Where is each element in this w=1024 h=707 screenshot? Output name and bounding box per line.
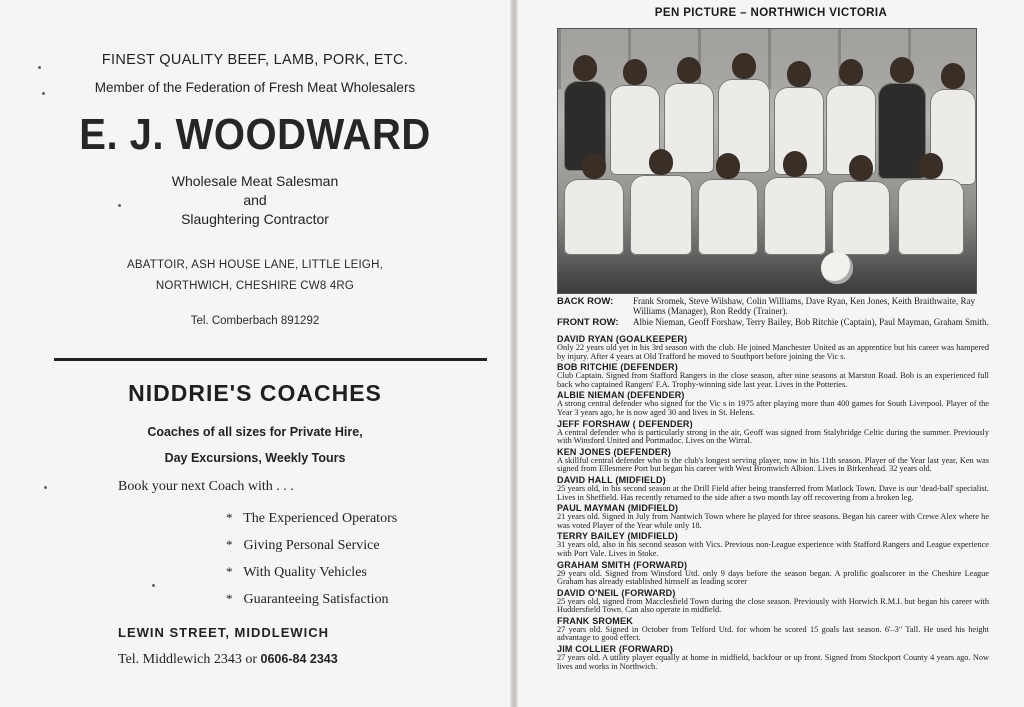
team-member-figure <box>564 179 624 255</box>
niddrie-telephone: Tel. Middlewich 2343 or 0606-84 2343 <box>118 652 338 667</box>
woodward-tagline: FINEST QUALITY BEEF, LAMB, PORK, ETC. <box>101 52 409 68</box>
team-member-figure <box>832 181 890 255</box>
player-list <box>557 334 989 672</box>
player-bio: 27 years old. A utility player equally at home in midfield, backfour or up front. Signed from Stockport County 4 years ago. Now lives and works in Northwich. <box>557 653 989 671</box>
address-line-2: NORTHWICH, CHESHIRE CW8 4RG <box>155 280 355 292</box>
list-item <box>557 447 989 474</box>
front-row-caption: FRONT ROW: Albie Nieman, Geoff Forshaw, Terry Bailey, Bob Ritchie (Captain), Paul Mayman, Graham Smith. <box>557 317 989 328</box>
coaches-line-2: Day Excursions, Weekly Tours <box>164 451 346 465</box>
page-gutter <box>510 0 518 707</box>
back-row-caption: BACK ROW: Frank Sromek, Steve Wilshaw, Colin Williams, Dave Ryan, Ken Jones, Keith Braithwaite, Ray Williams (Manager), Ron Reddy (Trainer). <box>557 296 975 316</box>
asterisk-icon: * <box>226 537 233 552</box>
team-member-figure <box>698 179 758 255</box>
trade-line-3: Slaughtering Contractor <box>181 211 329 227</box>
asterisk-icon: * <box>226 564 233 579</box>
football <box>821 252 853 284</box>
advert-divider <box>54 358 487 361</box>
right-page <box>518 0 1024 707</box>
left-page <box>0 0 510 707</box>
list-item <box>557 644 989 671</box>
list-item: * With Quality Vehicles <box>226 559 510 586</box>
photo-caption <box>557 297 989 330</box>
federation-line: Member of the Federation of Fresh Meat Wholesalers <box>94 80 416 95</box>
list-item <box>557 390 989 417</box>
team-photo <box>557 28 977 294</box>
list-item <box>557 531 989 558</box>
player-name: GRAHAM SMITH (FORWARD) <box>557 559 688 570</box>
woodward-name: E. J. WOODWARD <box>79 111 431 159</box>
player-name: KEN JONES (DEFENDER) <box>557 446 672 457</box>
list-item: * The Experienced Operators <box>226 505 510 532</box>
book-line: Book your next Coach with . . . <box>118 479 294 494</box>
team-member-figure <box>630 175 692 255</box>
niddrie-bullets <box>226 505 510 613</box>
trade-line-1: Wholesale Meat Salesman <box>171 173 339 189</box>
list-item <box>557 503 989 530</box>
player-bio: 31 years old, also in his second season with Vics. Previous non-League experience with Stafford Rangers and League experience with Port Vale. Lives in Stoke. <box>557 540 989 558</box>
address-line-1: ABATTOIR, ASH HOUSE LANE, LITTLE LEIGH, <box>127 259 383 271</box>
player-name: DAVID HALL (MIDFIELD) <box>557 474 666 485</box>
page-title: PEN PICTURE – NORTHWICH VICTORIA <box>654 7 888 19</box>
list-item <box>557 616 989 643</box>
list-item: * Giving Personal Service <box>226 532 510 559</box>
list-item <box>557 334 989 361</box>
asterisk-icon: * <box>226 591 233 606</box>
player-name: JEFF FORSHAW ( DEFENDER) <box>557 418 693 429</box>
niddrie-street: LEWIN STREET, MIDDLEWICH <box>118 625 330 640</box>
woodward-trade <box>20 172 490 229</box>
player-bio: 25 years old, in his second season at the Drill Field after being transferred from Matlock Town. Dave is our 'dead-ball' specialist. Lives in Sheffield. Has recently returned to the side after a two month lay off recovering from a broken leg. <box>557 483 989 502</box>
player-name: TERRY BAILEY (MIDFIELD) <box>557 531 678 542</box>
player-bio: 21 years old. Signed in July from Nantwich Town where he played for three seasons. Began his career with Crewe Alex where he was voted Player of the Year while only 18. <box>557 512 989 530</box>
team-member-figure <box>764 177 826 255</box>
player-name: PAUL MAYMAN (MIDFIELD) <box>557 503 679 514</box>
list-item <box>557 560 989 587</box>
player-name: DAVID O'NEIL (FORWARD) <box>557 587 676 598</box>
player-bio: 27 years old. Signed in October from Telford Utd. for whom he scored 15 goals last season. 6'–3" Tall. He used his height advantage to good effect. <box>557 624 989 643</box>
list-item: * Guaranteeing Satisfaction <box>226 586 510 613</box>
asterisk-icon: * <box>226 510 233 525</box>
player-bio: A skillful central defender who is the club's longest serving player, now in his 11th season. Player of the Year last year, Ken was signed from Ellesmere Port but began his career with West Bromwich Albion. Lives in Birkenhead. 32 years old. <box>557 455 989 474</box>
woodward-address <box>20 255 490 297</box>
player-name: ALBIE NIEMAN (DEFENDER) <box>557 390 685 401</box>
niddrie-name: NIDDRIE'S COACHES <box>128 380 382 406</box>
player-name: JIM COLLIER (FORWARD) <box>557 644 674 655</box>
player-bio: 29 years old. Signed from Winsford Utd. only 9 days before the season began. A prolific goalscorer in the Cheshire League Graham has already established himself as leading scorer <box>557 568 989 587</box>
team-member-figure <box>898 179 964 255</box>
player-bio: Club Captain. Signed from Stafford Rangers in the close season, after nine seasons at Marston Road. Bob is an experienced full back who captained Rangers' F.A. Trophy-winning side last year. Lives in the Potteries. <box>557 371 989 389</box>
player-bio: A strong central defender who signed for the Vic s in 1975 after playing more than 400 games for South Liverpool. Player of the Year 3 years ago, he is now aged 30 and lives in St. Helens. <box>557 399 989 417</box>
trade-line-2: and <box>243 192 267 208</box>
list-item <box>557 419 989 446</box>
player-bio: A central defender who is particularly strong in the air, Geoff was signed from Stalybridge Celtic during the summer. Previously with Winsford United and Portmadoc. Lives on the Wirral. <box>557 427 989 446</box>
list-item <box>557 362 989 389</box>
list-item <box>557 475 989 502</box>
coaches-line-1: Coaches of all sizes for Private Hire, <box>147 425 363 439</box>
niddrie-advert <box>0 380 510 668</box>
player-name: BOB RITCHIE (DEFENDER) <box>557 362 678 373</box>
player-bio: Only 22 years old yet in his 3rd season with the club. He joined Manchester United as an apprentice but his career was hampered by injury. After 4 years at Old Trafford he moved to Southport before joining the Vic s. <box>557 343 989 361</box>
woodward-advert <box>20 52 490 327</box>
player-name: DAVID RYAN (GOALKEEPER) <box>557 334 688 344</box>
player-name: FRANK SROMEK <box>557 615 633 626</box>
list-item <box>557 588 989 615</box>
player-bio: 25 years old, signed from Macclesfield Town during the close season. Previously with Horwich R.M.I. but began his career with Huddersfield Town. Can also operate in midfield. <box>557 596 989 615</box>
woodward-telephone: Tel. Comberbach 891292 <box>190 315 320 327</box>
